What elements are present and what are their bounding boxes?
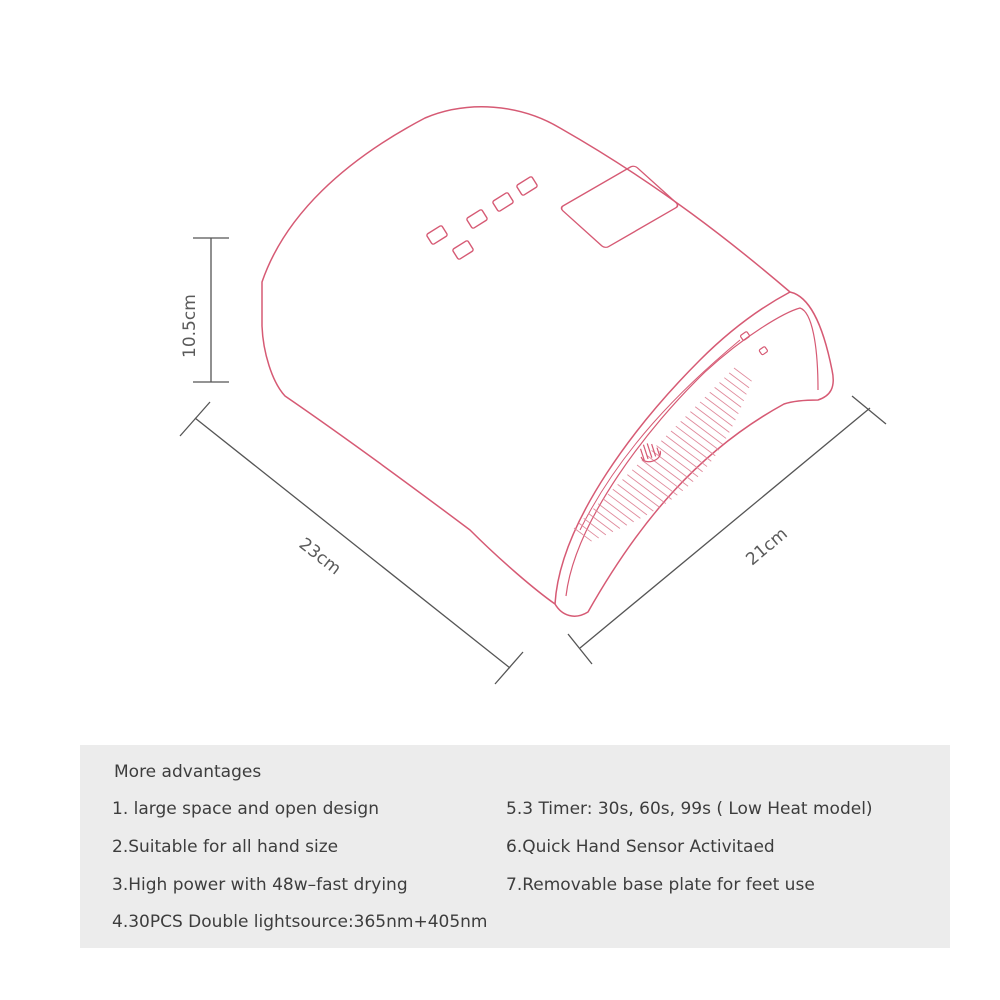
grille-line [642,460,683,491]
grille-line [598,504,627,525]
advantage-item-3: 3.High power with 48w–fast drying [112,875,408,895]
control-button [492,192,514,212]
grille-line [734,368,752,381]
length-dimension-cap-end [495,652,523,684]
grille-line [661,441,702,472]
grille-line [676,426,715,456]
advantages-heading: More advantages [114,762,262,782]
grille-line [622,480,659,508]
width-dimension [568,396,886,664]
advantage-item-7: 7.Removable base plate for feet use [506,875,815,895]
length-dimension [180,402,523,684]
sensor-dot-2 [759,346,768,355]
control-button [426,225,448,245]
control-button [452,240,474,260]
lamp-inner-grille [574,368,752,541]
grille-line [637,465,677,495]
advantage-item-5: 5.3 Timer: 30s, 60s, 99s ( Low Heat model) [506,799,873,819]
width-dimension-cap-start [568,634,592,664]
length-dimension-line [195,418,510,668]
advantages-panel [80,745,950,948]
grille-line [647,455,688,486]
control-buttons [426,176,538,260]
width-dimension-cap-end [852,396,886,424]
advantage-item-2: 2.Suitable for all hand size [112,837,339,857]
grille-line [627,475,665,504]
lamp-inner-back-edge [580,340,740,530]
height-dimension-label: 10.5cm [180,294,200,358]
width-dimension-label: 21cm [742,523,792,570]
grille-line [715,387,742,407]
control-button [466,209,488,229]
display-screen [560,165,680,249]
grille-line [593,509,620,529]
grille-line [671,431,711,461]
grille-line [724,378,746,395]
grille-line [686,416,723,444]
length-dimension-label: 23cm [294,534,345,580]
grille-line [729,373,749,388]
grille-line [681,421,719,450]
grille-line [652,450,694,481]
grille-line [632,470,671,500]
advantage-item-4: 4.30PCS Double lightsource:365nm+405nm [112,912,488,932]
control-button [516,176,538,196]
advantage-item-1: 1. large space and open design [112,799,379,819]
advantage-item-6: 6.Quick Hand Sensor Activitaed [506,837,775,857]
lamp-opening-inner [566,308,818,596]
grille-line [656,446,698,477]
grille-line [690,412,726,439]
grille-line [719,383,743,401]
grille-line [584,518,606,535]
control-panel [560,155,680,258]
grille-line [618,484,654,511]
length-dimension-cap-start [180,402,210,436]
grille-line [589,513,613,531]
grille-line [710,392,739,413]
grille-line [666,436,707,467]
